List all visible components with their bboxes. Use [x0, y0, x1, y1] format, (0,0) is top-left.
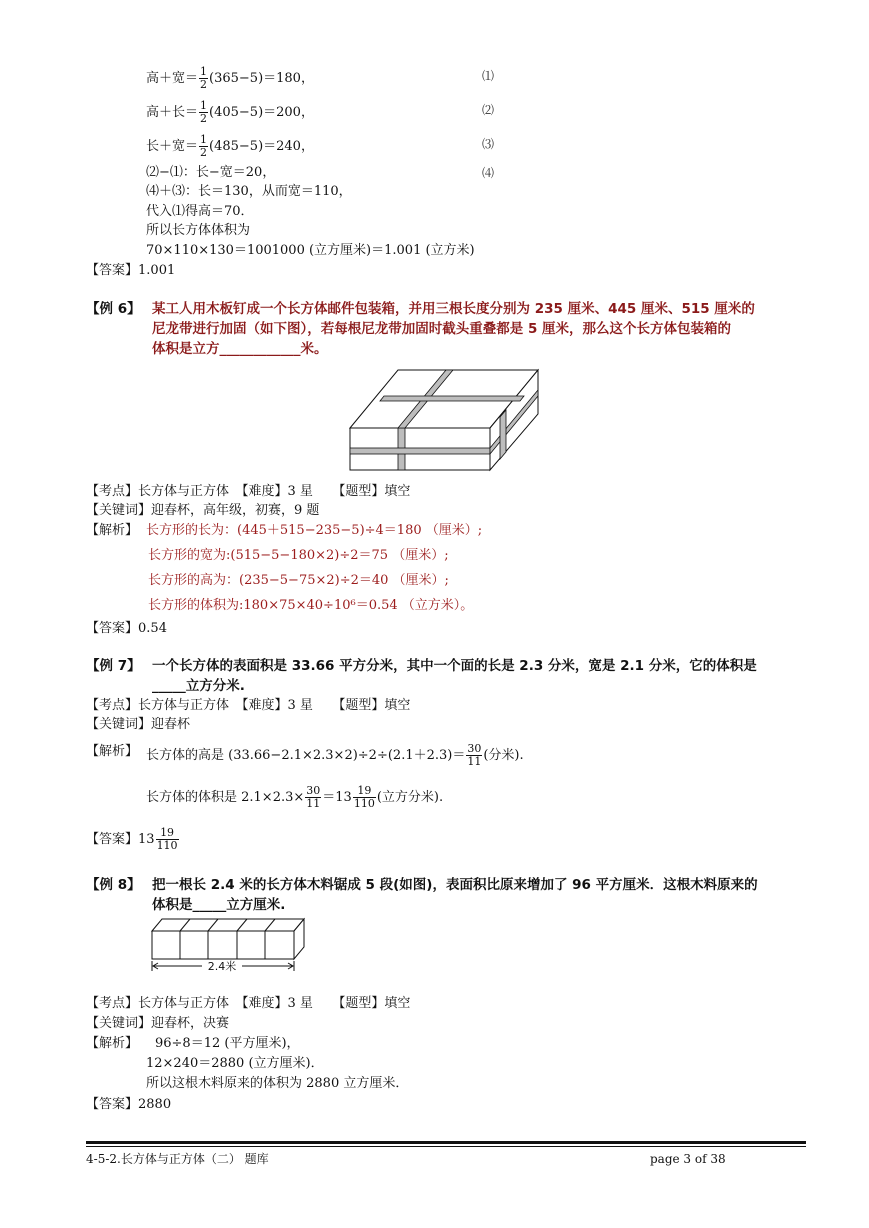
example-8-label: 【例 8】 [86, 877, 141, 893]
solution-line-6: 代入⑴得高＝70． [146, 204, 254, 219]
example-7-answer: 【答案】13 $\frac{19}{110}$ [86, 826, 178, 852]
example-7-label: 【例 7】 [86, 658, 141, 674]
answer-blank: ____________ [219, 341, 301, 357]
solution-line-5: ⑷＋⑶：长＝130，从而宽＝110， [146, 184, 352, 199]
footer-left: 4-5-2.长方体与正方体（二） 题库 [86, 1152, 269, 1166]
fraction-half: $\frac{1}{2}$ [200, 133, 208, 159]
example-6-step-4: 长方形的体积为:180×75×40÷10⁶＝0.54 （立方米）。 [148, 598, 474, 613]
beam-front-face [152, 931, 294, 959]
fraction: $\frac{19}{110}$ [156, 826, 178, 852]
fraction-half: $\frac{1}{2}$ [200, 65, 208, 91]
example-6-question-line-2: 尼龙带进行加固（如下图），若每根尼龙带加固时截头重叠都是 5 厘米，那么这个长方体包装箱的 [152, 321, 732, 337]
example-8-keywords: 【关键词】迎春杯，决赛 [86, 1016, 230, 1031]
example-7-step-1: 长方体的高是 (33.66−2.1×2.3×2)÷2÷(2.1＋2.3)＝ $\frac{30}{11}$ (分米). [146, 742, 524, 768]
example-6-question-line-3: 体积是立方____________米。 [152, 341, 328, 357]
answer-blank: _____ [152, 678, 186, 694]
example-8-answer: 【答案】2880 [86, 1097, 172, 1112]
example-8-kaodian: 【考点】长方体与正方体 【难度】3 星 【题型】填空 [86, 996, 411, 1011]
fraction: $\frac{19}{110}$ [353, 784, 375, 810]
wood-beam-figure [148, 915, 310, 975]
length-label: 2.4米 [207, 960, 237, 973]
box-figure [346, 366, 542, 474]
example-8-jiexi-label: 【解析】 [86, 1036, 139, 1051]
footer-rule-thin [86, 1146, 806, 1147]
equation-1-tag: ⑴ [482, 69, 495, 83]
example-8-question-line-1: 把一根长 2.4 米的长方体木料锯成 5 段(如图)，表面积比原来增加了 96 平方厘米．这根木料原来的 [152, 877, 758, 893]
example-7-jiexi-label: 【解析】 [86, 744, 139, 759]
example-7-question-line-2: _____立方分米. [152, 678, 245, 694]
example-6-answer: 【答案】0.54 [86, 621, 167, 636]
equation-1: 高＋宽＝ $\frac{1}{2}$ (365−5)＝180， [146, 65, 314, 91]
strap-horizontal-front [350, 448, 490, 454]
example-6-keywords: 【关键词】迎春杯，高年级，初赛，9 题 [86, 503, 320, 518]
answer-blank: _____ [192, 897, 227, 913]
example-7-keywords: 【关键词】迎春杯 [86, 717, 191, 732]
equation-2-tag: ⑵ [482, 103, 495, 117]
example-8-step-1: 96÷8＝12 (平方厘米)， [155, 1036, 300, 1051]
solution-line-7: 所以长方体体积为 [146, 223, 251, 238]
equation-2: 高＋长＝ $\frac{1}{2}$ (405−5)＝200， [146, 99, 314, 125]
beam-top-face [152, 919, 304, 931]
strap-vertical-side [500, 410, 506, 459]
example-6-step-3: 长方形的高为：(235−5−75×2)÷2＝40 （厘米）; [148, 573, 449, 588]
example-6-step-2: 长方形的宽为:(515−5−180×2)÷2＝75 （厘米）; [148, 548, 449, 563]
equation-3-tag: ⑶ [482, 137, 495, 151]
example-7-step-2: 长方体的体积是 2.1×2.3× $\frac{30}{11}$ ＝13 $\frac{19}{110}$ (立方分米). [146, 784, 444, 810]
footer-page-number: page 3 of 38 [650, 1152, 726, 1166]
equation-4-tag: ⑷ [482, 166, 495, 180]
strap-top-horizontal [380, 396, 524, 401]
example-6-kaodian: 【考点】长方体与正方体 【难度】3 星 【题型】填空 [86, 484, 411, 499]
example-6-question-line-1: 某工人用木板钉成一个长方体邮件包装箱，并用三根长度分别为 235 厘米、445 厘米、515 厘米的 [152, 301, 755, 317]
solution-line-4: ⑵−⑴：长−宽＝20， [146, 165, 276, 180]
example-8-step-3: 所以这根木料原来的体积为 2880 立方厘米． [146, 1076, 409, 1091]
example-6-jiexi-label: 【解析】 [86, 523, 139, 538]
solution-line-8: 70×110×130＝1001000 (立方厘米)＝1.001 (立方米) [146, 243, 475, 258]
fraction: $\frac{30}{11}$ [306, 784, 321, 810]
example-6-label: 【例 6】 [86, 301, 141, 317]
example-8-question-line-2: 体积是_____立方厘米. [152, 897, 286, 913]
example-6-step-1: 长方形的长为：(445＋515−235−5)÷4＝180 （厘米）; [146, 523, 483, 538]
fraction-half: $\frac{1}{2}$ [200, 99, 208, 125]
footer-rule-thick [86, 1141, 806, 1144]
example-7-kaodian: 【考点】长方体与正方体 【难度】3 星 【题型】填空 [86, 698, 411, 713]
equation-3: 长＋宽＝ $\frac{1}{2}$ (485−5)＝240， [146, 133, 314, 159]
example-8-step-2: 12×240＝2880 (立方厘米)． [146, 1056, 324, 1071]
example-7-question-line-1: 一个长方体的表面积是 33.66 平方分米，其中一个面的长是 2.3 分米，宽是 2.1 分米，它的体积是 [152, 658, 757, 674]
fraction: $\frac{30}{11}$ [467, 742, 482, 768]
answer-prev: 【答案】1.001 [86, 263, 176, 278]
